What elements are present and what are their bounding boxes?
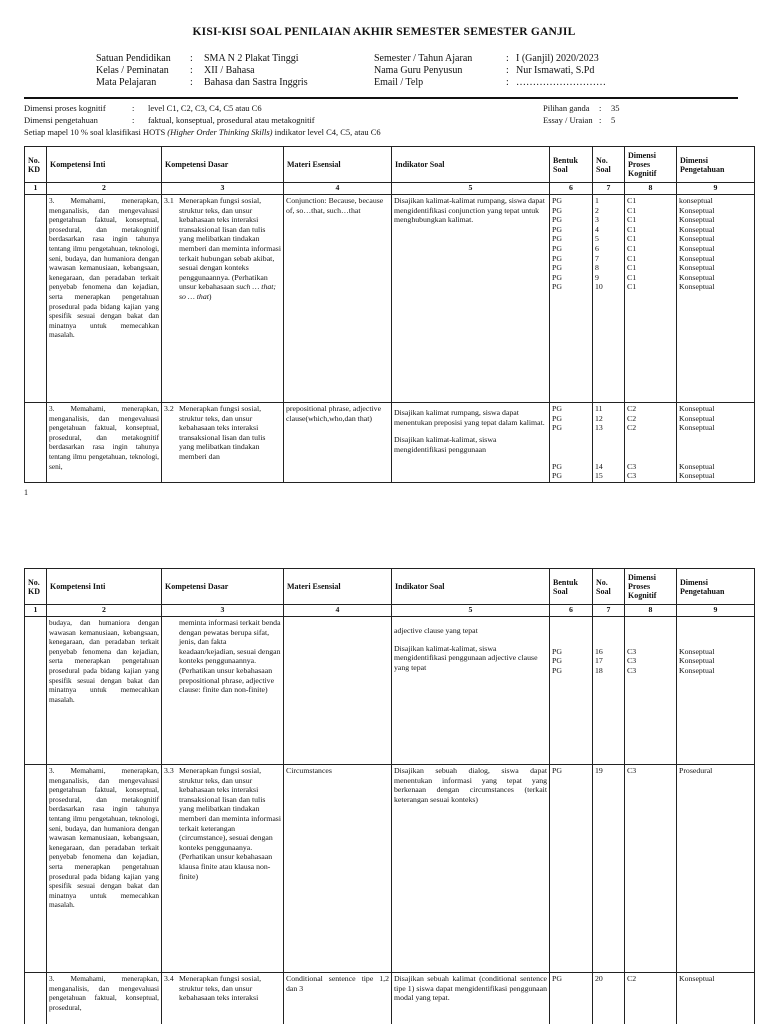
- kompetensi-dasar-cell: meminta informasi terkait benda dengan pewatas berupa sifat, jenis, dan fakta keadaan/kejadian, sesuai dengan konteks penggunaannya. (Perhatikan unsur kebahasaan prepositional phrase, adjective clause: finite dan non-finite): [162, 617, 284, 765]
- header-cell: Kompetensi Dasar: [162, 569, 284, 605]
- header-cell: Kompetensi Inti: [47, 147, 162, 183]
- table-row-kd-3-2-continued: [25, 617, 755, 765]
- indikator-cell: Disajikan sebuah dialog, siswa dapat menentukan informasi yang tepat yang berkenaan dengan circumstances (terkait keterangan sesuai konteks): [392, 765, 550, 973]
- kisi-kisi-table-continued: [24, 568, 755, 1024]
- page-number: 1: [24, 488, 28, 497]
- kompetensi-inti-cell: 3. Memahami, menerapkan, menganalisis, dan mengevaluasi pengetahuan faktual, konseptual, prosedural,: [47, 973, 162, 1024]
- header-cell: Dimensi Proses Kognitif: [625, 569, 677, 605]
- pengetahuan-cell: Prosedural: [677, 765, 755, 973]
- id-value: Nur Ismawati, S.Pd: [516, 65, 595, 76]
- id-value: Bahasa dan Sastra Inggris: [204, 77, 308, 88]
- id-key: Kelas / Peminatan: [96, 65, 169, 76]
- kognitif-cell: C2 C2 C2 C3 C3: [625, 403, 677, 483]
- kompetensi-dasar-cell: 3.2 Menerapkan fungsi sosial, struktur teks, dan unsur kebahasaan teks interaksi transaksional lisan dan tulis yang melibatkan tindakan memberi dan: [162, 403, 284, 483]
- bentuk-soal-cell: PG PG PG PG PG: [550, 403, 593, 483]
- header-cell: Bentuk Soal: [550, 569, 593, 605]
- header-cell: Materi Esensial: [284, 147, 392, 183]
- table-header: [25, 147, 755, 183]
- table-row-kd-3-3: [25, 765, 755, 973]
- header-cell: No. KD: [25, 569, 47, 605]
- header-cell: Dimensi Pengetahuan: [677, 569, 755, 605]
- page-gap: [0, 506, 768, 566]
- header-cell: Materi Esensial: [284, 569, 392, 605]
- table-row-kd-3-2: [25, 403, 755, 483]
- materi-cell: Circumstances: [284, 765, 392, 973]
- id-key: Email / Telp: [374, 77, 424, 88]
- indikator-cell: Disajikan kalimat rumpang, siswa dapat menentukan preposisi yang tepat dalam kalimat. Disajikan kalimat-kalimat, siswa mengidentifikasi penggunaan: [392, 403, 550, 483]
- header-cell: No. Soal: [593, 147, 625, 183]
- id-value: I (Ganjil) 2020/2023: [516, 53, 599, 64]
- indikator-cell: Disajikan sebuah kalimat (conditional sentence tipe 1) siswa dapat mengidentifikasi penggunaan modal yang tepat.: [392, 973, 550, 1024]
- header-cell: Dimensi Pengetahuan: [677, 147, 755, 183]
- pengetahuan-cell: Konseptual: [677, 973, 755, 1024]
- kompetensi-inti-cell: 3. Memahami, menerapkan, menganalisis, dan mengevaluasi pengetahuan faktual, konseptual, prosedural, dan metakognitif berdasarkan rasa ingin tahunya tentang ilmu pengetahuan, teknologi, seni,: [47, 403, 162, 483]
- indikator-cell: Disajikan kalimat-kalimat rumpang, siswa dapat mengidentifikasi conjunction yang tepat untuk menghubungkan kalimat.: [392, 195, 550, 403]
- kognitif-cell: C3 C3 C3: [625, 617, 677, 765]
- table-row-kd-3-1: [25, 195, 755, 403]
- indikator-cell: adjective clause yang tepat Disajikan kalimat-kalimat, siswa mengidentifikasi penggunaan adjective clause yang tepat: [392, 617, 550, 765]
- bentuk-soal-cell: PG PG PG: [550, 617, 593, 765]
- bentuk-soal-cell: PG: [550, 765, 593, 973]
- id-value: ………………………: [516, 77, 606, 88]
- no-soal-cell: 1 2 3 4 5 6 7 8 9 10: [593, 195, 625, 403]
- kompetensi-dasar-cell: 3.3 Menerapkan fungsi sosial, struktur teks, dan unsur kebahasaan teks interaksi transaksional lisan dan tulis yang melibatkan tindakan memberi dan meminta informasi terkait keterangan (circumstance), sesuai dengan konteks penggunaanya. (Perhatikan unsur kebahasaan klausa finite atau klausa non-finite): [162, 765, 284, 973]
- bentuk-soal-cell: PG: [550, 973, 593, 1024]
- id-key: Semester / Tahun Ajaran: [374, 53, 473, 64]
- materi-cell: Conditional sentence tipe 1,2 dan 3: [284, 973, 392, 1024]
- essay-count: Essay / Uraian : 5: [543, 115, 616, 125]
- kognitif-cell: C1 C1 C1 C1 C1 C1 C1 C1 C1 C1: [625, 195, 677, 403]
- header-cell: Bentuk Soal: [550, 147, 593, 183]
- pengetahuan-cell: konseptual Konseptual Konseptual Konseptual Konseptual Konseptual Konseptual Konseptual Konseptual Konseptual: [677, 195, 755, 403]
- kompetensi-dasar-cell: 3.1 Menerapkan fungsi sosial, struktur teks, dan unsur kebahasaan teks interaksi transaksional lisan dan tulis yang melibatkan tindakan memberi dan meminta informasi terkait hubungan sebab akibat, sesuai dengan konteks penggunaannya. (Perhatikan unsur kebahasaan such … that; so … that): [162, 195, 284, 403]
- column-number-row: 1 2 3 4 5 6 7 8 9: [25, 605, 755, 617]
- meta-cognitive: Dimensi proses kognitif : level C1, C2, C3, C4, C5 atau C6: [24, 103, 262, 113]
- pilihan-ganda-count: Pilihan ganda : 35: [543, 103, 620, 113]
- materi-cell: prepositional phrase, adjective clause(which,who,dan that): [284, 403, 392, 483]
- column-number-row: 1 2 3 4 5 6 7 8 9: [25, 183, 755, 195]
- header-cell: Kompetensi Inti: [47, 569, 162, 605]
- id-key: Satuan Pendidikan: [96, 53, 171, 64]
- document-title: KISI-KISI SOAL PENILAIAN AKHIR SEMESTER SEMESTER GANJIL: [192, 26, 576, 38]
- divider: [24, 97, 738, 99]
- kompetensi-dasar-cell: 3.4 Menerapkan fungsi sosial, struktur teks, dan unsur kebahasaan teks interaksi: [162, 973, 284, 1024]
- id-key: Nama Guru Penyusun: [374, 65, 463, 76]
- identity-right: Semester / Tahun Ajaran : I (Ganjil) 2020/2023 Nama Guru Penyusun : Nur Ismawati, S.Pd Email / Telp : ………………………: [374, 53, 606, 88]
- materi-cell: Conjunction: Because, because of, so…that, such…that: [284, 195, 392, 403]
- meta-knowledge: Dimensi pengetahuan : faktual, konseptual, prosedural atau metakognitif: [24, 115, 315, 125]
- kompetensi-inti-cell: budaya, dan humaniora dengan wawasan kemanusiaan, kebangsaan, kenegaraan, dan peradaban terkait penyebab fenomena dan kejadian, serta menerapkan pengetahuan prosedural pada bidang kajian yang spesifik sesuai dengan bakat dan minatnya untuk memecahkan masalah.: [47, 617, 162, 765]
- bentuk-soal-cell: PG PG PG PG PG PG PG PG PG PG: [550, 195, 593, 403]
- identity-left: Satuan Pendidikan : SMA N 2 Plakat Tinggi Kelas / Peminatan : XII / Bahasa Mata Pelajaran : Bahasa dan Sastra Inggris: [96, 53, 308, 88]
- no-soal-cell: 20: [593, 973, 625, 1024]
- header-cell: No. KD: [25, 147, 47, 183]
- header-cell: Indikator Soal: [392, 147, 550, 183]
- header-cell: Kompetensi Dasar: [162, 147, 284, 183]
- no-soal-cell: 19: [593, 765, 625, 973]
- table-header: [25, 569, 755, 605]
- no-soal-cell: 16 17 18: [593, 617, 625, 765]
- header-cell: Dimensi Proses Kognitif: [625, 147, 677, 183]
- kompetensi-inti-cell: 3. Memahami, menerapkan, menganalisis, dan mengevaluasi pengetahuan faktual, konseptual, prosedural, dan metakognitif berdasarkan rasa ingin tahunya tentang ilmu pengetahuan, teknologi, seni, budaya, dan humaniora dengan wawasan kemanusiaan, kebangsaan, kenegaraan, dan peradaban terkait penyebab fenomena dan kejadian, serta menerapkan pengetahuan prosedural pada bidang kajian yang spesifik sesuai dengan bakat dan minatnya untuk memecahkan masalah.: [47, 195, 162, 403]
- pengetahuan-cell: Konseptual Konseptual Konseptual: [677, 617, 755, 765]
- page-1: [0, 0, 768, 506]
- table-row-kd-3-4: [25, 973, 755, 1024]
- kognitif-cell: C2: [625, 973, 677, 1024]
- kognitif-cell: C3: [625, 765, 677, 973]
- id-value: SMA N 2 Plakat Tinggi: [204, 53, 299, 64]
- id-value: XII / Bahasa: [204, 65, 255, 76]
- id-key: Mata Pelajaran: [96, 77, 157, 88]
- meta-hots: Setiap mapel 10 % soal klasifikasi HOTS (Higher Order Thinking Skills) indikator level C4, C5, atau C6: [24, 127, 381, 137]
- pengetahuan-cell: Konseptual Konseptual Konseptual Konseptual Konseptual: [677, 403, 755, 483]
- header-cell: Indikator Soal: [392, 569, 550, 605]
- no-soal-cell: 11 12 13 14 15: [593, 403, 625, 483]
- materi-cell: [284, 617, 392, 765]
- header-cell: No. Soal: [593, 569, 625, 605]
- kompetensi-inti-cell: 3. Memahami, menerapkan, menganalisis, dan mengevaluasi pengetahuan faktual, konseptual, prosedural, dan metakognitif berdasarkan rasa ingin tahunya tentang ilmu pengetahuan, teknologi, seni, budaya, dan humaniora dengan wawasan kemanusiaan, kebangsaan, kenegaraan, dan peradaban terkait penyebab fenomena dan kejadian, serta menerapkan pengetahuan prosedural pada bidang kajian yang spesifik sesuai dengan bakat dan minatnya untuk memecahkan masalah.: [47, 765, 162, 973]
- kisi-kisi-table: [24, 146, 755, 483]
- page-2: [0, 566, 768, 1024]
